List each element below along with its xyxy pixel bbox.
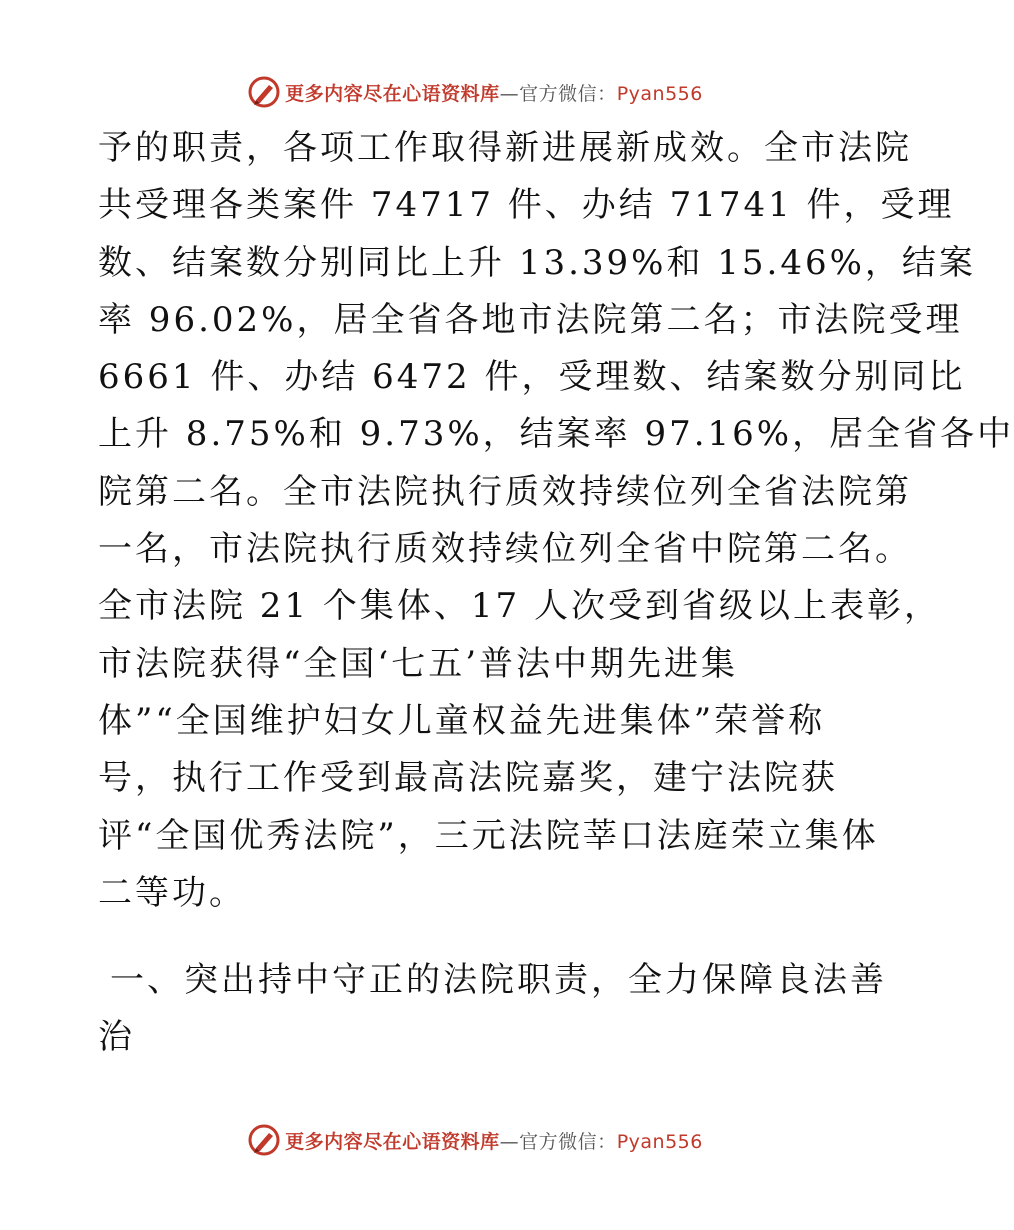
banner-dash: — bbox=[499, 1130, 520, 1153]
body-line: 上升 8.75%和 9.73%，结案率 97.16%，居全省各中 bbox=[98, 414, 1014, 455]
footer-banner bbox=[0, 1120, 950, 1160]
body-line: 二等功。 bbox=[98, 872, 246, 913]
banner-text bbox=[285, 1127, 703, 1154]
body-line: 院第二名。全市法院执行质效持续位列全省法院第 bbox=[98, 471, 912, 512]
body-line: 率 96.02%，居全省各地市法院第二名；市法院受理 bbox=[98, 299, 963, 340]
body-line: 体”“全国维护妇女儿童权益先进集体”荣誉称 bbox=[98, 700, 826, 741]
banner-wechat-id: Pyan556 bbox=[616, 82, 703, 105]
body-line: 号，执行工作受到最高法院嘉奖，建宁法院获 bbox=[98, 758, 838, 799]
body-line: 共受理各类案件 74717 件、办结 71741 件，受理 bbox=[98, 185, 955, 226]
heading-line: 一、突出持中守正的法院职责，全力保障良法善 bbox=[110, 960, 887, 1000]
body-paragraph bbox=[98, 120, 1014, 922]
banner-text bbox=[285, 79, 703, 106]
body-line: 数、结案数分别同比上升 13.39%和 15.46%，结案 bbox=[98, 242, 976, 283]
body-line: 市法院获得“全国‘七五’普法中期先进集 bbox=[98, 643, 738, 684]
banner-wechat-id: Pyan556 bbox=[616, 1130, 703, 1153]
banner-wechat-label: 官方微信： bbox=[519, 1130, 617, 1153]
heading-line: 治 bbox=[98, 1017, 135, 1058]
header-banner bbox=[0, 72, 950, 112]
banner-dash: — bbox=[499, 82, 520, 105]
body-line: 6661 件、办结 6472 件，受理数、结案数分别同比 bbox=[98, 357, 966, 398]
body-line: 全市法院 21 个集体、17 人次受到省级以上表彰， bbox=[98, 586, 941, 627]
pen-logo-icon bbox=[247, 75, 281, 109]
body-line: 评“全国优秀法院”，三元法院莘口法庭荣立集体 bbox=[98, 815, 879, 856]
body-line: 予的职责，各项工作取得新进展新成效。全市法院 bbox=[98, 128, 912, 168]
banner-site-name: 更多内容尽在心语资料库 bbox=[285, 1130, 500, 1153]
body-line: 一名，市法院执行质效持续位列全省中院第二名。 bbox=[98, 529, 912, 570]
pen-logo-icon bbox=[247, 1123, 281, 1157]
banner-wechat-label: 官方微信： bbox=[519, 82, 617, 105]
banner-site-name: 更多内容尽在心语资料库 bbox=[285, 82, 500, 105]
section-heading bbox=[98, 952, 887, 1067]
